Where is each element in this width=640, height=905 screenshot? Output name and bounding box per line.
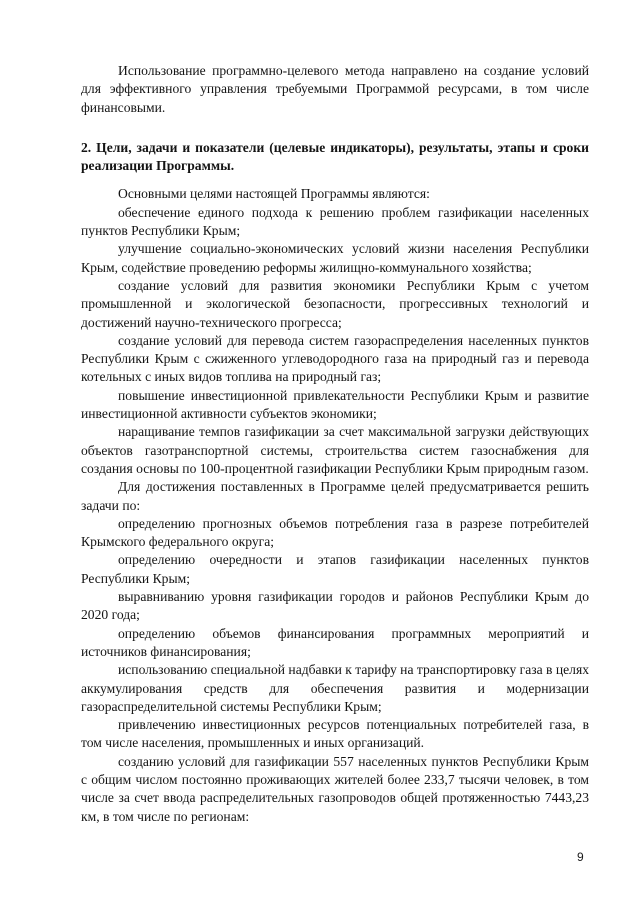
goal-item: создание условий для развития экономики Республики Крым с учетом промышленной и экологической безопасности, прогрессивных технологий и достижений научно-технического прогресса; — [81, 277, 589, 330]
task-item: созданию условий для газификации 557 населенных пунктов Республики Крым с общим числом постоянно проживающих жителей более 233,7 тысячи человек, в том числе за счет ввода распределительных газопроводов общей протяженностью 7443,23 км, в том числе по регионам: — [81, 753, 589, 824]
goals-intro: Основными целями настоящей Программы являются: — [118, 186, 430, 202]
task-item: определению объемов финансирования программных мероприятий и источников финансирования; — [81, 625, 589, 659]
task-item: определению прогнозных объемов потребления газа в разрезе потребителей Крымского федерального округа; — [81, 515, 589, 550]
page-number: 9 — [577, 850, 584, 864]
goal-item: обеспечение единого подхода к решению проблем газификации населенных пунктов Республики Крым; — [81, 204, 589, 239]
tasks-intro: Для достижения поставленных в Программе целей предусматривается решить задачи по: — [81, 479, 589, 513]
task-item: использованию специальной надбавки к тарифу на транспортировку газа в целях аккумулирования средств для обеспечения развития и модернизации газораспределительной системы Республики Крым; — [81, 662, 590, 714]
goal-item: наращивание темпов газификации за счет максимальной загрузки действующих объектов газотранспортной системы, строительства систем газоснабжения для создания основы по 100-процентной газификации Республики Крым природным газом. — [81, 424, 589, 476]
task-item: выравниванию уровня газификации городов и районов Республики Крым до 2020 года; — [81, 589, 589, 623]
goal-item: улучшение социально-экономических условий жизни населения Республики Крым, содействие проведению реформы жилищно-коммунального хозяйства; — [81, 241, 589, 275]
section-heading: 2. Цели, задачи и показатели (целевые индикаторы), результаты, этапы и сроки реализации Программы. — [81, 139, 589, 174]
goal-item: повышение инвестиционной привлекательности Республики Крым и развитие инвестиционной активности субъектов экономики; — [81, 387, 589, 422]
task-item: привлечению инвестиционных ресурсов потенциальных потребителей газа, в том числе населения, промышленных и иных организаций. — [81, 717, 589, 751]
goal-item: создание условий для перевода систем газораспределения населенных пунктов Республики Крым с сжиженного углеводородного газа на природный газ и перевода котельных с иных видов топлива на природный газ; — [81, 332, 589, 385]
task-item: определению очередности и этапов газификации населенных пунктов Республики Крым; — [81, 552, 589, 586]
intro-paragraph: Использование программно-целевого метода направлено на создание условий для эффективного управления требуемыми Программой ресурсами, в том числе финансовыми. — [81, 63, 589, 115]
document-page — [81, 62, 589, 826]
